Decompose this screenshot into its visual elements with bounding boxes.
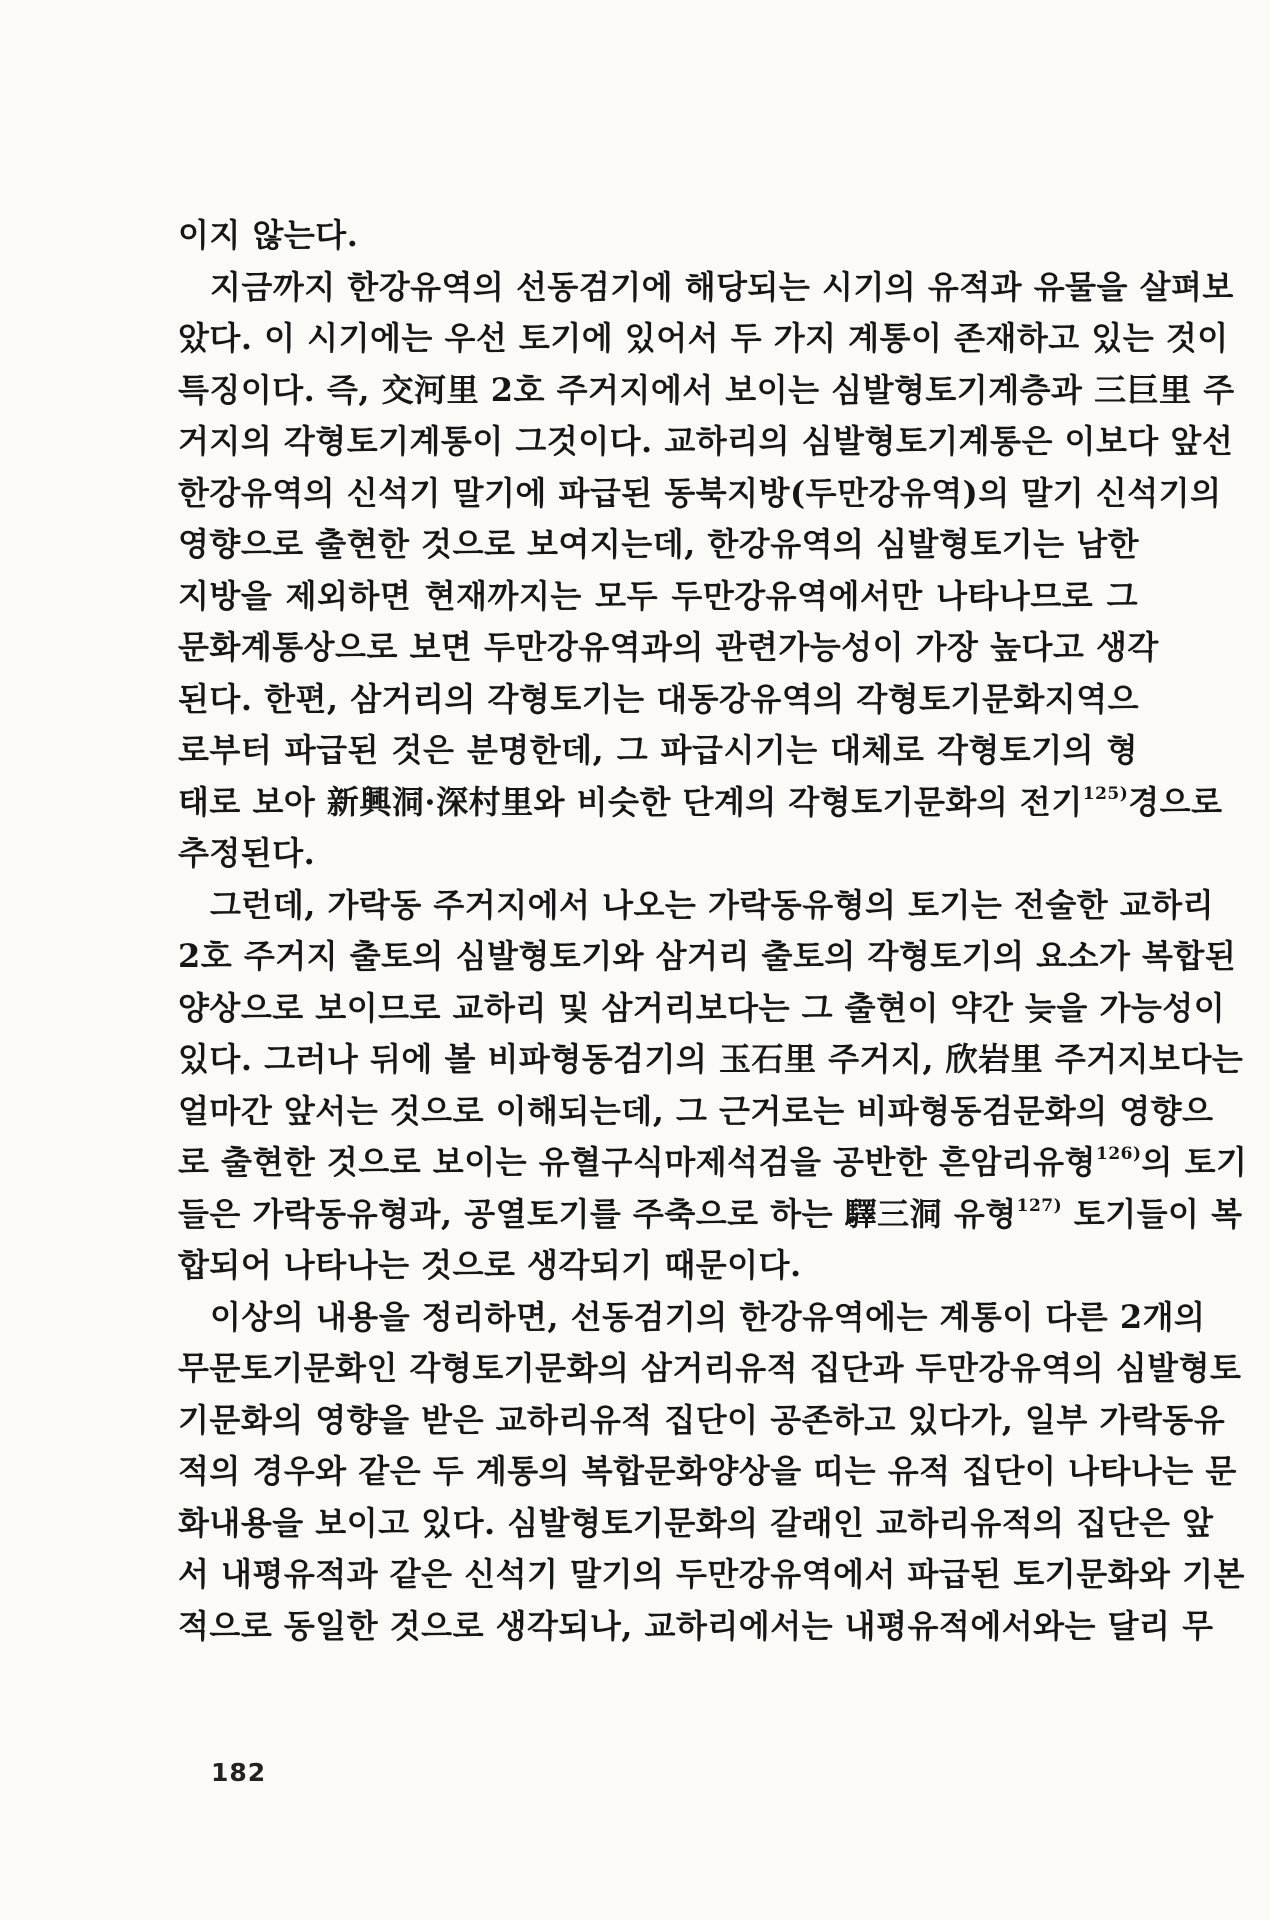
page-number: 182 xyxy=(211,1758,267,1787)
text-line xyxy=(178,777,1223,829)
text-line: 지방을 제외하면 현재까지는 모두 두만강유역에서만 나타나므로 그 xyxy=(178,576,1138,615)
line-text: 의 토기 xyxy=(1141,1143,1248,1181)
line-text: 토기들이 복 xyxy=(1062,1194,1243,1233)
paragraph xyxy=(178,210,1138,262)
text-line xyxy=(178,1189,1243,1241)
text-line: 거지의 각형토기계통이 그것이다. 교하리의 심발형토기계통은 이보다 앞선 xyxy=(178,422,1234,460)
text-line: 이지 않는다. xyxy=(178,216,359,254)
text-line: 문화계통상으로 보면 두만강유역과의 관련가능성이 가장 높다고 생각 xyxy=(178,628,1159,666)
line-text: 로 출현한 것으로 보이는 유혈구식마제석검을 공반한 흔암리유형 xyxy=(178,1143,1096,1181)
text-line: 적으로 동일한 것으로 생각되나, 교하리에서는 내평유적에서와는 달리 무 xyxy=(178,1606,1214,1645)
footnote-ref: 127) xyxy=(1016,1195,1063,1216)
line-text: 들은 가락동유형과, 공열토기를 주축으로 하는 驛三洞 유형 xyxy=(178,1194,1017,1233)
body-text xyxy=(178,210,1248,1652)
paragraph xyxy=(178,262,1235,880)
text-line xyxy=(178,1137,1248,1189)
text-line: 서 내평유적과 같은 신석기 말기의 두만강유역에서 파급된 토기문화와 기본 xyxy=(178,1555,1245,1593)
text-line: 특징이다. 즉, 交河里 2호 주거지에서 보이는 심발형토기계층과 三巨里 주 xyxy=(178,370,1235,409)
paragraph xyxy=(178,1292,1245,1653)
footnote-ref: 126) xyxy=(1095,1144,1142,1164)
line-text: 경으로 xyxy=(1128,782,1223,821)
text-line: 적의 경우와 같은 두 계통의 복합문화양상을 띠는 유적 집단이 나타나는 문 xyxy=(178,1452,1237,1490)
text-line: 기문화의 영향을 받은 교하리유적 집단이 공존하고 있다가, 일부 가락동유 xyxy=(178,1400,1226,1439)
text-line: 았다. 이 시기에는 우선 토기에 있어서 두 가지 계통이 존재하고 있는 것이 xyxy=(178,319,1229,357)
text-line: 그런데, 가락동 주거지에서 나오는 가락동유형의 토기는 전술한 교하리 xyxy=(210,885,1215,924)
text-line: 2호 주거지 출토의 심발형토기와 삼거리 출토의 각형토기의 요소가 복합된 xyxy=(178,937,1237,975)
text-line: 양상으로 보이므로 교하리 및 삼거리보다는 그 출현이 약간 늦을 가능성이 xyxy=(178,988,1226,1027)
text-line: 이상의 내용을 정리하면, 선동검기의 한강유역에는 계통이 다른 2개의 xyxy=(210,1297,1206,1336)
text-line: 합되어 나타나는 것으로 생각되기 때문이다. xyxy=(178,1246,802,1284)
paragraph xyxy=(178,880,1248,1292)
text-line: 있다. 그러나 뒤에 볼 비파형동검기의 玉石里 주거지, 欣岩里 주거지보다는 xyxy=(178,1040,1244,1078)
text-line: 지금까지 한강유역의 선동검기에 해당되는 시기의 유적과 유물을 살펴보 xyxy=(210,267,1234,306)
text-line: 영향으로 출현한 것으로 보여지는데, 한강유역의 심발형토기는 남한 xyxy=(178,525,1140,563)
text-line: 로부터 파급된 것은 분명한데, 그 파급시기는 대체로 각형토기의 형 xyxy=(178,731,1138,769)
text-line: 된다. 한편, 삼거리의 각형토기는 대동강유역의 각형토기문화지역으 xyxy=(178,679,1140,718)
footnote-ref: 125) xyxy=(1082,783,1129,804)
text-line: 추정된다. xyxy=(178,834,316,872)
line-text: 태로 보아 新興洞·深村里와 비슷한 단계의 각형토기문화의 전기 xyxy=(178,782,1083,821)
text-line: 얼마간 앞서는 것으로 이해되는데, 그 근거로는 비파형동검문화의 영향으 xyxy=(178,1091,1214,1130)
text-line: 무문토기문화인 각형토기문화의 삼거리유적 집단과 두만강유역의 심발형토 xyxy=(178,1349,1242,1387)
text-line: 화내용을 보이고 있다. 심발형토기문화의 갈래인 교하리유적의 집단은 앞 xyxy=(178,1503,1214,1542)
text-line: 한강유역의 신석기 말기에 파급된 동북지방(두만강유역)의 말기 신석기의 xyxy=(178,473,1222,512)
